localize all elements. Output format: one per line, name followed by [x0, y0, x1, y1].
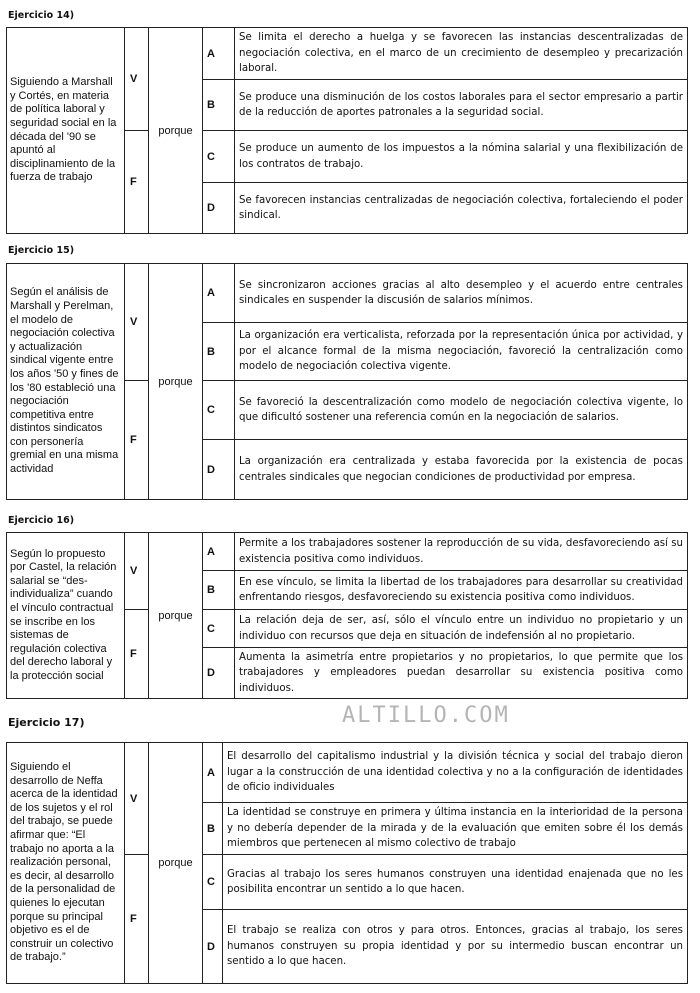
true-option[interactable]: V: [125, 743, 149, 855]
option-a-text[interactable]: Se limita el derecho a huelga y se favorecen las instancias descentralizadas de negociación colectiva, en el marco de un crecimiento de desempleo y precarización laboral.: [235, 28, 688, 80]
option-a-text[interactable]: Se sincronizaron acciones gracias al alto desempleo y el acuerdo entre centrales sindicales en suspender la discusión de salarios mínimos.: [235, 264, 688, 323]
true-option[interactable]: V: [125, 28, 149, 131]
option-c-text[interactable]: Gracias al trabajo los seres humanos construyen una identidad enajenada que no les posibilita encontrar un sentido a lo que hacen.: [223, 855, 688, 910]
question-text: Siguiendo el desarrollo de Neffa acerca de la identidad de los sujetos y el rol del trabajo, se puede afirmar que: “El trabajo no aporta a la realización personal, es decir, al desarrollo de la personalidad de quienes lo ejecutan porque su principal objetivo es el de construir un colectivo de trabajo.”: [7, 743, 125, 984]
porque-label: porque: [149, 743, 203, 984]
porque-label: porque: [149, 264, 203, 500]
option-c-text[interactable]: Se produce un aumento de los impuestos a la nómina salarial y una flexibilización de los contratos de trabajo.: [235, 131, 688, 183]
option-b-text[interactable]: La organización era verticalista, reforzada por la representación única por actividad, y por el alcance formal de la misma negociación, favoreció la centralización como modelo de negociación colectiva vigente.: [235, 323, 688, 381]
option-b-text[interactable]: La identidad se construye en primera y última instancia en la interioridad de la persona y no debería depender de la mirada y de la evaluación que emiten sobre él los demás miembros que pertenecen al mismo colectivo de trabajo: [223, 803, 688, 855]
option-a-letter[interactable]: A: [203, 533, 235, 571]
option-d-text[interactable]: El trabajo se realiza con otros y para otros. Entonces, gracias al trabajo, los seres humanos construyen su propia identidad y por su intermedio buscan encontrar un sentido a lo que hacen.: [223, 910, 688, 984]
exercise-14-table: [6, 27, 688, 234]
option-d-letter[interactable]: D: [203, 183, 235, 234]
option-c-letter[interactable]: C: [203, 381, 235, 440]
option-c-letter[interactable]: C: [203, 131, 235, 183]
option-b-letter[interactable]: B: [203, 80, 235, 131]
true-option[interactable]: V: [125, 264, 149, 381]
false-option[interactable]: F: [125, 610, 149, 699]
option-a-letter[interactable]: A: [203, 743, 223, 803]
option-d-letter[interactable]: D: [203, 910, 223, 984]
option-b-letter[interactable]: B: [203, 323, 235, 381]
true-option[interactable]: V: [125, 533, 149, 610]
option-a-letter[interactable]: A: [203, 264, 235, 323]
question-text: Siguiendo a Marshall y Cortés, en materia de política laboral y seguridad social en la década del '90 se apuntó al disciplinamiento de la fuerza de trabajo: [7, 28, 125, 234]
false-option[interactable]: F: [125, 381, 149, 500]
option-c-text[interactable]: La relación deja de ser, así, sólo el vínculo entre un individuo no propietario y un individuo con recursos que deja en situación de indefensión al no propietario.: [235, 610, 688, 648]
exercise-16-table: [6, 532, 688, 699]
question-text: Según el análisis de Marshall y Perelman, el modelo de negociación colectiva y actualización sindical vigente entre los años '50 y fines de los '80 estableció una negociación competitiva entre distintos sindicatos con personería gremial en una misma actividad: [7, 264, 125, 500]
exercise-15-table: [6, 263, 688, 500]
option-c-letter[interactable]: C: [203, 610, 235, 648]
exercise-17-table: [6, 742, 688, 984]
porque-label: porque: [149, 28, 203, 234]
option-c-letter[interactable]: C: [203, 855, 223, 910]
option-d-text[interactable]: Aumenta la asimetría entre propietarios y no propietarios, lo que permite que los trabajadores y empleadores puedan desarrollar su existencia positiva como individuos.: [235, 648, 688, 699]
false-option[interactable]: F: [125, 855, 149, 984]
option-b-letter[interactable]: B: [203, 571, 235, 610]
option-d-letter[interactable]: D: [203, 648, 235, 699]
exercise-17-title: Ejercicio 17): [8, 716, 85, 729]
question-text: Según lo propuesto por Castel, la relación salarial se “des-individualiza” cuando el vínculo contractual se inscribe en los sistemas de regulación colectiva del derecho laboral y la protección social: [7, 533, 125, 699]
option-b-text[interactable]: En ese vínculo, se limita la libertad de los trabajadores para desarrollar su creatividad enfrentando riesgos, desfavoreciendo su existencia positiva como individuos.: [235, 571, 688, 610]
option-a-letter[interactable]: A: [203, 28, 235, 80]
porque-label: porque: [149, 533, 203, 699]
option-d-text[interactable]: La organización era centralizada y estaba favorecida por la existencia de pocas centrales sindicales que negocian condiciones de productividad por empresa.: [235, 440, 688, 500]
option-a-text[interactable]: El desarrollo del capitalismo industrial y la división técnica y social del trabajo dieron lugar a la construcción de una identidad colectiva y no a la configuración de identidades de oficio individuales: [223, 743, 688, 803]
option-a-text[interactable]: Permite a los trabajadores sostener la reproducción de su vida, desfavoreciendo así su existencia positiva como individuos.: [235, 533, 688, 571]
exercise-14-title: Ejercicio 14): [8, 10, 75, 21]
option-c-text[interactable]: Se favoreció la descentralización como modelo de negociación colectiva vigente, lo que dificultó sostener una referencia común en la negociación de salarios.: [235, 381, 688, 440]
false-option[interactable]: F: [125, 131, 149, 234]
exercise-16-title: Ejercicio 16): [8, 515, 75, 526]
exercise-15-title: Ejercicio 15): [8, 245, 75, 256]
option-b-text[interactable]: Se produce una disminución de los costos laborales para el sector empresario a partir de la reducción de aportes patronales a la seguridad social.: [235, 80, 688, 131]
option-b-letter[interactable]: B: [203, 803, 223, 855]
option-d-text[interactable]: Se favorecen instancias centralizadas de negociación colectiva, fortaleciendo el poder sindical.: [235, 183, 688, 234]
altillo-watermark: ALTILLO.COM: [342, 703, 510, 728]
option-d-letter[interactable]: D: [203, 440, 235, 500]
